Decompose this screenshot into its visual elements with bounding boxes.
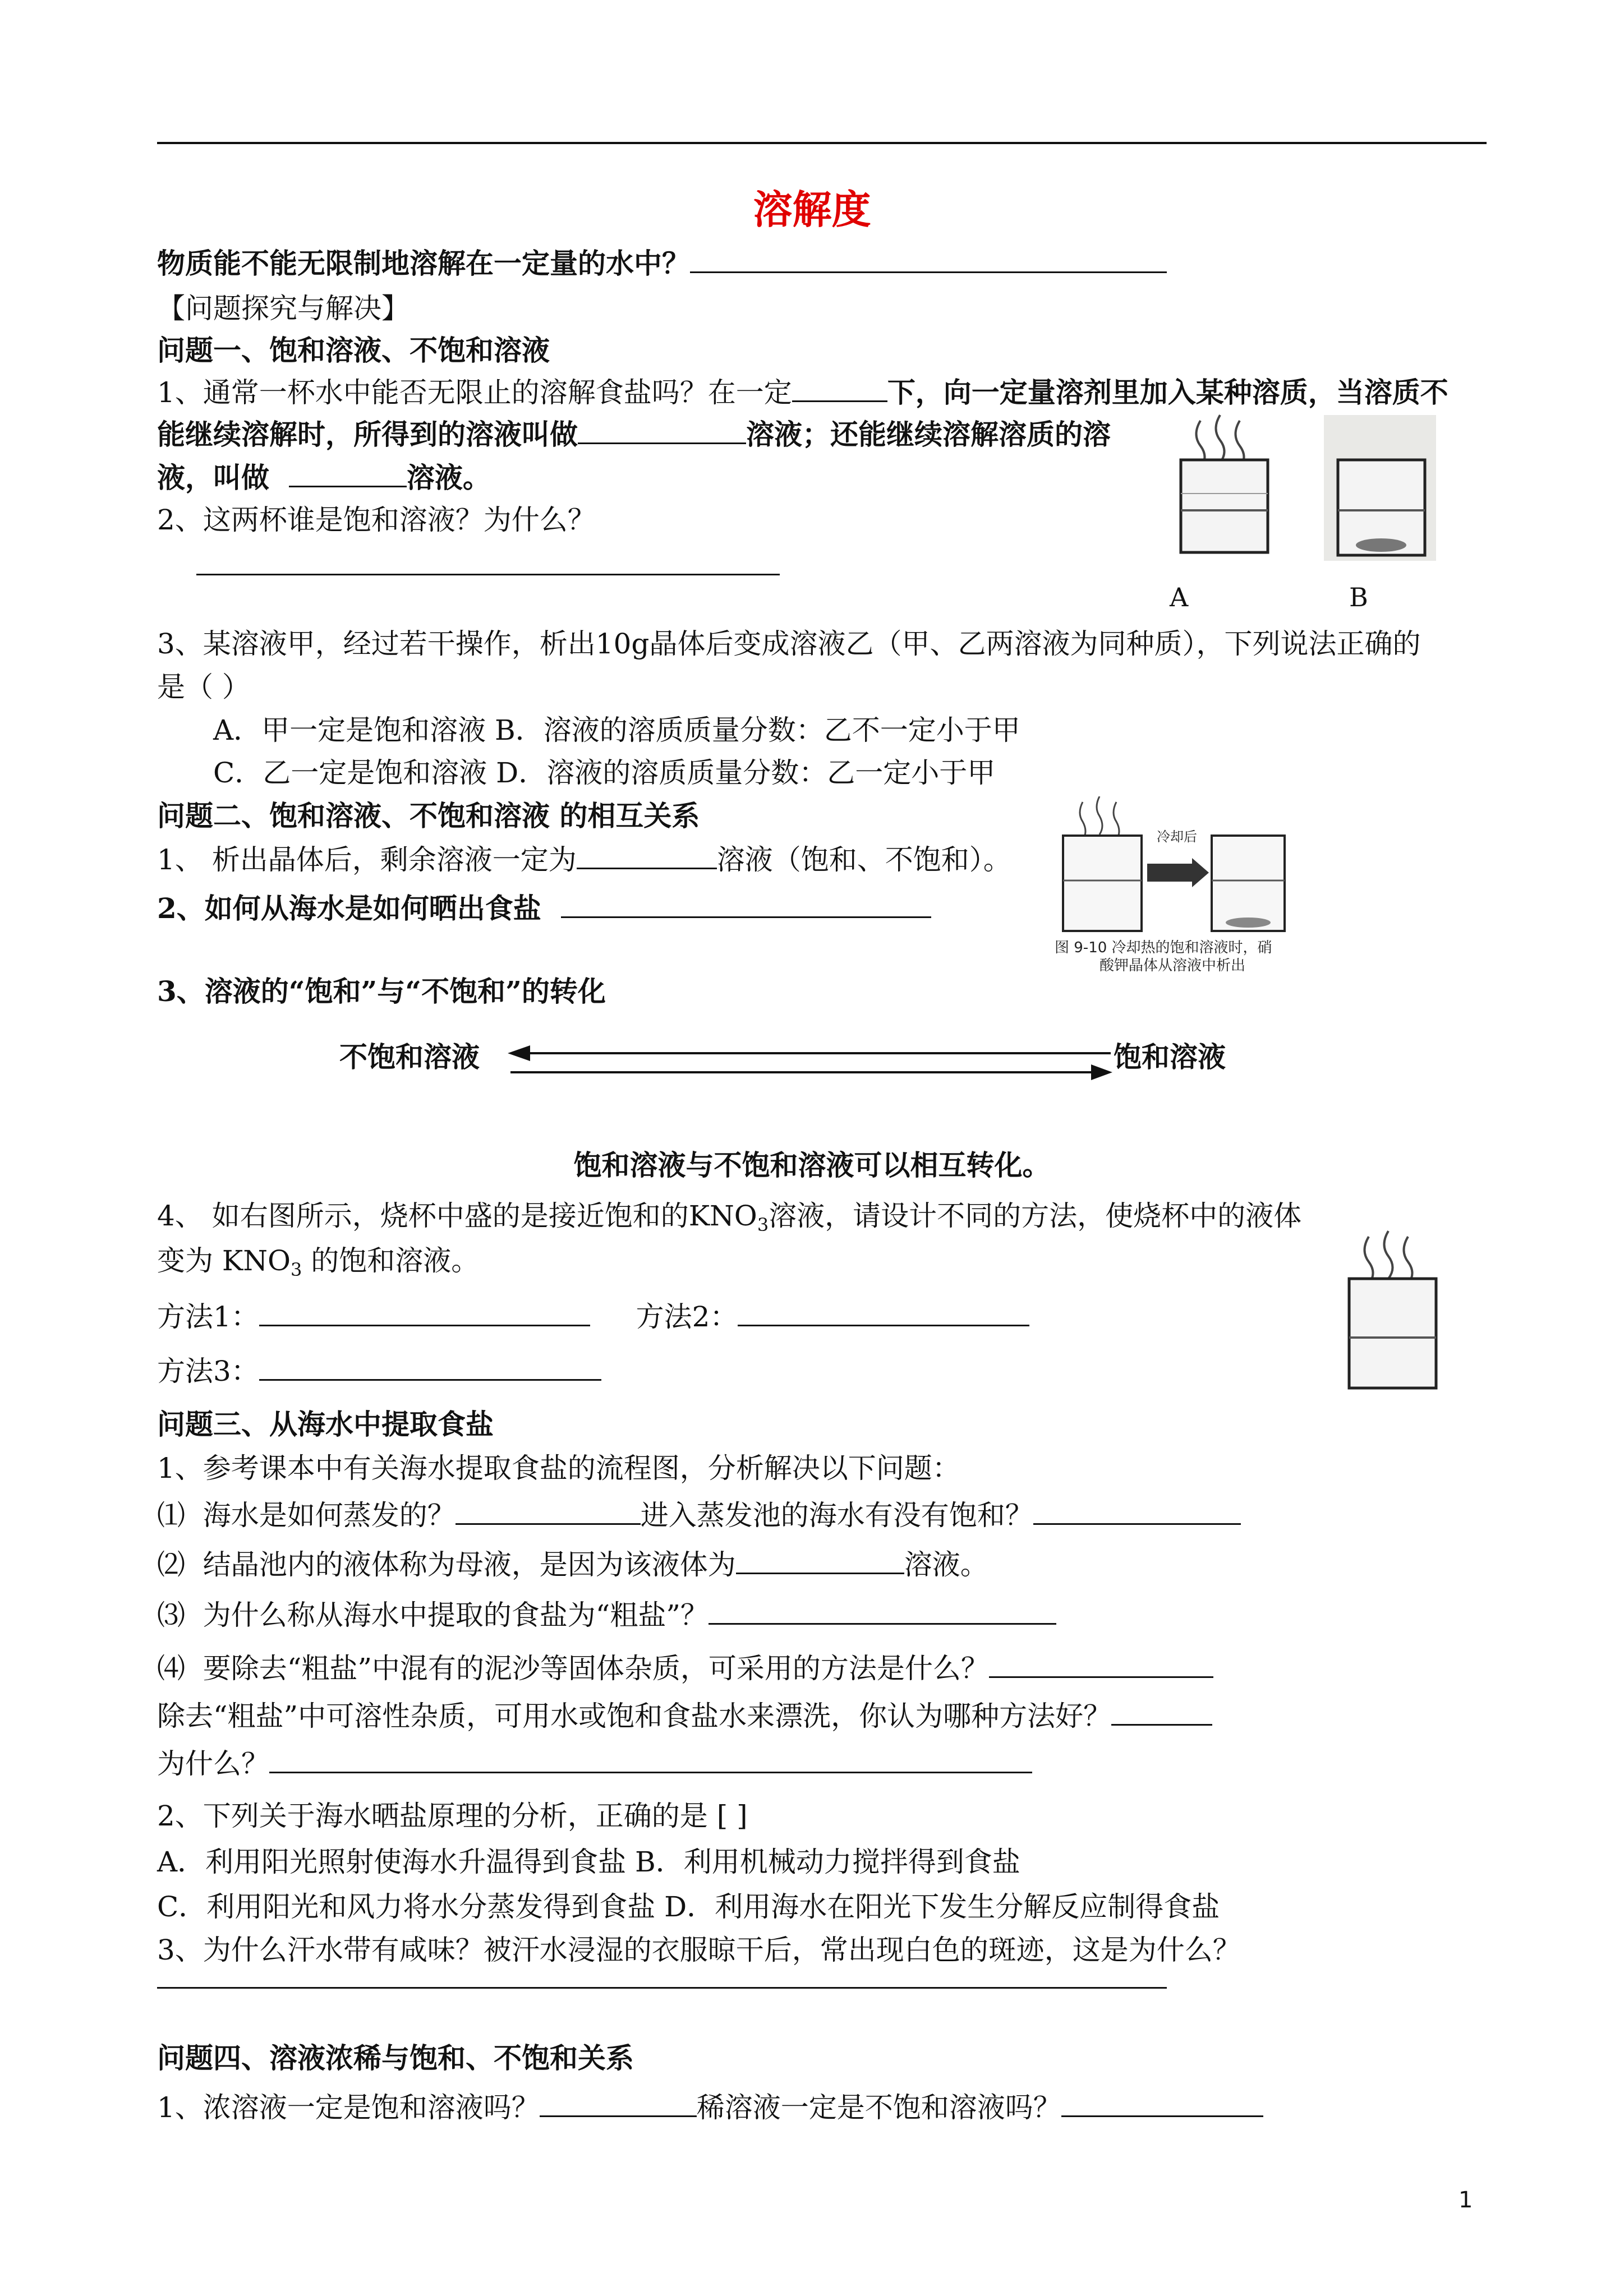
beaker-b-figure bbox=[1324, 415, 1436, 561]
problem1-heading: 问题一、饱和溶液、不饱和溶液 bbox=[157, 334, 550, 367]
section-header: 【问题探究与解决】 bbox=[157, 292, 410, 325]
problem2-q3: 3、溶液的“饱和”与“不饱和”的转化 bbox=[157, 975, 606, 1008]
method-row-1: 方法1： 方法2： bbox=[157, 1300, 1029, 1334]
problem1-q3-line2: 是（ ） bbox=[157, 671, 250, 703]
conversion-conclusion: 饱和溶液与不饱和溶液可以相互转化。 bbox=[573, 1149, 1051, 1182]
answer-blank[interactable] bbox=[561, 892, 931, 918]
answer-blank[interactable] bbox=[1033, 1499, 1241, 1525]
problem3-heading: 问题三、从海水中提取食盐 bbox=[157, 1408, 494, 1441]
page-title: 溶解度 bbox=[753, 186, 871, 233]
problem3-sub4: ⑷ 要除去“粗盐”中混有的泥沙等固体杂质，可采用的方法是什么？ bbox=[157, 1652, 1213, 1685]
method2-blank[interactable] bbox=[738, 1300, 1029, 1326]
problem1-q1-line3: 液，叫做 溶液。 bbox=[157, 461, 491, 494]
problem3-q2: 2、下列关于海水晒盐原理的分析，正确的是 [ ] bbox=[157, 1800, 748, 1832]
answer-blank[interactable] bbox=[269, 1747, 1032, 1773]
near-saturated-beaker-figure bbox=[1335, 1225, 1447, 1394]
cooling-figure bbox=[1055, 796, 1290, 975]
page-number: 1 bbox=[1459, 2187, 1473, 2213]
problem2-q1: 1、 析出晶体后，剩余溶液一定为 溶液（饱和、不饱和）。 bbox=[157, 843, 1011, 876]
beaker-a-icon bbox=[1167, 409, 1279, 561]
top-rule bbox=[157, 142, 1487, 144]
problem3-q2-options-1: A．利用阳光照射使海水升温得到食盐 B．利用机械动力搅拌得到食盐 bbox=[157, 1846, 1020, 1878]
problem1-q3-options-2: C．乙一定是饱和溶液 D．溶液的溶质质量分数：乙一定小于甲 bbox=[213, 757, 996, 789]
unsaturated-label: 不饱和溶液 bbox=[339, 1040, 480, 1073]
problem3-sub4-line3: 为什么？ bbox=[157, 1747, 1032, 1781]
problem3-sub4-line2: 除去“粗盐”中可溶性杂质，可用水或饱和食盐水来漂洗，你认为哪种方法好？ bbox=[157, 1699, 1212, 1733]
beaker-a-figure bbox=[1167, 409, 1279, 561]
saturated-label: 饱和溶液 bbox=[1114, 1040, 1226, 1073]
problem1-q3-line1: 3、某溶液甲，经过若干操作，析出10g晶体后变成溶液乙（甲、乙两溶液为同种质），下列说法正确的 bbox=[157, 628, 1421, 660]
problem4-heading: 问题四、溶液浓稀与饱和、不饱和关系 bbox=[157, 2041, 634, 2074]
lead-question: 物质能不能无限制地溶解在一定量的水中？ bbox=[157, 247, 1167, 280]
problem3-q1: 1、参考课本中有关海水提取食盐的流程图，分析解决以下问题： bbox=[157, 1452, 960, 1484]
answer-blank[interactable] bbox=[690, 247, 1167, 273]
problem3-sub3: ⑶ 为什么称从海水中提取的食盐为“粗盐”？ bbox=[157, 1598, 1056, 1632]
answer-blank[interactable] bbox=[578, 418, 746, 444]
cooling-beakers-icon bbox=[1055, 796, 1290, 937]
problem3-q2-options-2: C．利用阳光和风力将水分蒸发得到食盐 D．利用海水在阳光下发生分解反应制得食盐 bbox=[157, 1891, 1220, 1923]
answer-blank[interactable] bbox=[289, 461, 407, 487]
answer-line[interactable] bbox=[157, 1987, 1167, 1989]
figure-caption-line1: 图 9-10 冷却热的饱和溶液时，硝 bbox=[1055, 939, 1272, 956]
problem1-q2: 2、这两杯谁是饱和溶液？为什么？ bbox=[157, 504, 596, 536]
problem1-q3-options-1: A．甲一定是饱和溶液 B．溶液的溶质质量分数：乙不一定小于甲 bbox=[213, 714, 1020, 746]
answer-line[interactable] bbox=[196, 574, 780, 575]
method1-blank[interactable] bbox=[259, 1300, 590, 1326]
double-arrow-icon bbox=[508, 1043, 1114, 1082]
problem2-heading: 问题二、饱和溶液、不饱和溶液 的相互关系 bbox=[157, 799, 700, 832]
answer-blank[interactable] bbox=[709, 1598, 1056, 1625]
problem3-sub2: ⑵ 结晶池内的液体称为母液，是因为该液体为 溶液。 bbox=[157, 1548, 988, 1581]
answer-blank[interactable] bbox=[1111, 1699, 1212, 1726]
cooling-arrow-label: 冷却后 bbox=[1157, 829, 1197, 845]
beaker-steam-icon bbox=[1335, 1225, 1447, 1394]
problem2-q4-line1: 4、 如右图所示，烧杯中盛的是接近饱和的$KNO_3$溶液，请设计不同的方法，使烧杯中的液体 bbox=[157, 1200, 1302, 1235]
conversion-arrows bbox=[508, 1043, 1114, 1082]
answer-blank[interactable] bbox=[792, 376, 887, 402]
problem1-q1-line1: 1、通常一杯水中能否无限止的溶解食盐吗？在一定 下，向一定量溶剂里加入某种溶质，当溶质不 bbox=[157, 376, 1448, 409]
answer-blank[interactable] bbox=[736, 1548, 904, 1574]
beaker-b-icon bbox=[1324, 415, 1436, 561]
problem3-sub1: ⑴ 海水是如何蒸发的？ 进入蒸发池的海水有没有饱和？ bbox=[157, 1499, 1241, 1532]
problem2-q2: 2、如何从海水是如何晒出食盐 bbox=[157, 892, 931, 925]
figure-caption-line2: 酸钾晶体从溶液中析出 bbox=[1099, 957, 1246, 974]
answer-blank[interactable] bbox=[540, 2091, 697, 2117]
problem4-q1: 1、浓溶液一定是饱和溶液吗？ 稀溶液一定是不饱和溶液吗？ bbox=[157, 2091, 1263, 2124]
beaker-a-label: A bbox=[1170, 582, 1189, 612]
answer-blank[interactable] bbox=[989, 1652, 1213, 1678]
answer-blank[interactable] bbox=[577, 843, 717, 869]
method-row-2: 方法3： bbox=[157, 1354, 601, 1388]
answer-blank[interactable] bbox=[1061, 2091, 1263, 2117]
problem2-q4-line2: 变为 $KNO_3$ 的饱和溶液。 bbox=[157, 1244, 480, 1280]
method3-blank[interactable] bbox=[259, 1354, 601, 1381]
beaker-b-label: B bbox=[1349, 582, 1368, 612]
problem1-q1-line2: 能继续溶解时，所得到的溶液叫做 溶液；还能继续溶解溶质的溶 bbox=[157, 418, 1111, 451]
problem3-q3: 3、为什么汗水带有咸味？被汗水浸湿的衣服晾干后，常出现白色的斑迹，这是为什么？ bbox=[157, 1934, 1241, 1966]
answer-blank[interactable] bbox=[456, 1499, 641, 1525]
